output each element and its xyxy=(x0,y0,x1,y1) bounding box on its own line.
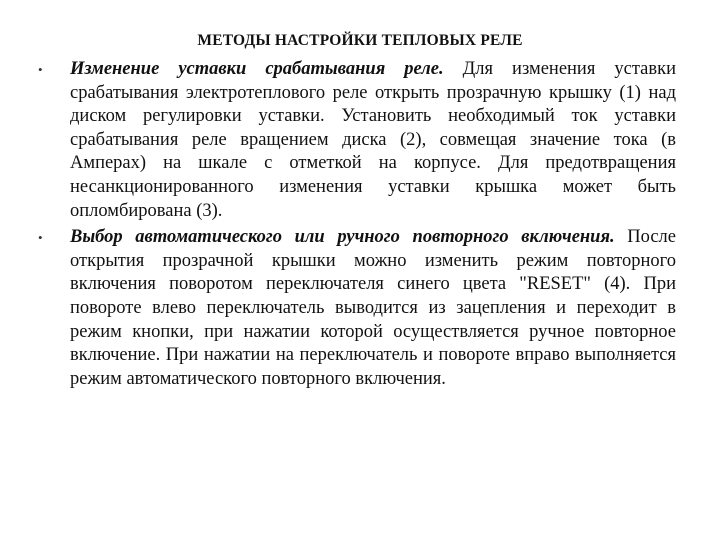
bullet-icon: • xyxy=(38,230,43,246)
bullet-item-setpoint xyxy=(38,58,676,223)
bullet-text-setpoint: Для изменения уставки срабатывания электротеплового реле открыть прозрачную крышку (1) над диском регулировки уставки. Установить необходимый ток уставки срабатывания реле вращением диска (2), совмещая значение тока (в Амперах) на шкале с отметкой на корпусе. Для предотвращения несанкционированного изменения уставки крышка может быть опломбирована (3). xyxy=(70,59,676,221)
bullet-item-reset-mode xyxy=(38,226,676,391)
bullet-lead-setpoint: Изменение уставки срабатывания реле. xyxy=(70,59,444,79)
bullet-text-reset-mode: После открытия прозрачной крышки можно изменить режим повторного включения поворотом переключателя синего цвета "RESET" (4). При повороте влево переключатель выводится из зацепления и переходит в режим кнопки, при нажатии которой осуществляется ручное повторное включение. При нажатии на переключатель и повороте вправо выполняется режим автоматического повторного включения. xyxy=(70,227,676,389)
bullet-list xyxy=(38,58,676,394)
slide-title: МЕТОДЫ НАСТРОЙКИ ТЕПЛОВЫХ РЕЛЕ xyxy=(197,32,523,49)
bullet-icon: • xyxy=(38,62,43,77)
bullet-lead-reset-mode: Выбор автоматического или ручного повторного включения. xyxy=(70,227,615,248)
